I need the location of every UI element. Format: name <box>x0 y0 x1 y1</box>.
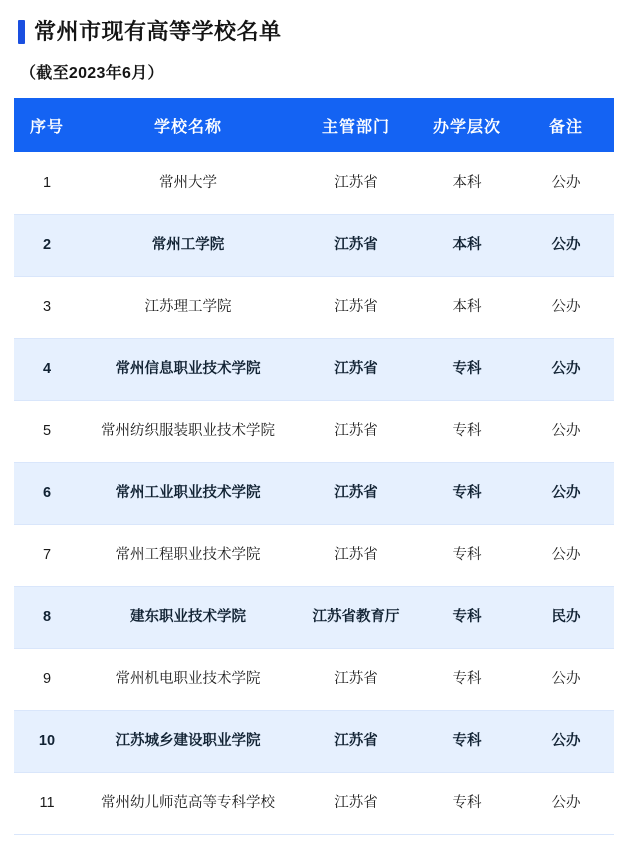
page-subtitle: （截至2023年6月） <box>20 65 164 82</box>
table-row <box>14 338 614 400</box>
cell-remark: 公办 <box>518 276 614 338</box>
cell-level: 专科 <box>416 338 518 400</box>
cell-level: 专科 <box>416 524 518 586</box>
cell-level: 专科 <box>416 772 518 834</box>
cell-authority: 江苏省教育厅 <box>296 586 416 648</box>
table-row <box>14 648 614 710</box>
cell-school-name: 常州纺织服装职业技术学院 <box>80 400 296 462</box>
cell-remark: 公办 <box>518 152 614 214</box>
cell-index: 10 <box>14 710 80 772</box>
column-header-school: 学校名称 <box>80 98 296 152</box>
cell-index: 11 <box>14 772 80 834</box>
cell-school-name: 江苏理工学院 <box>80 276 296 338</box>
cell-authority: 江苏省 <box>296 772 416 834</box>
cell-index: 6 <box>14 462 80 524</box>
cell-authority: 江苏省 <box>296 462 416 524</box>
cell-remark: 公办 <box>518 772 614 834</box>
table-header-row <box>14 98 614 152</box>
page-title-row <box>14 14 614 44</box>
cell-level: 本科 <box>416 276 518 338</box>
cell-remark: 公办 <box>518 462 614 524</box>
title-accent-bar <box>18 20 25 44</box>
cell-school-name: 常州工程职业技术学院 <box>80 524 296 586</box>
cell-school-name: 常州工业职业技术学院 <box>80 462 296 524</box>
cell-level: 专科 <box>416 710 518 772</box>
table-row <box>14 462 614 524</box>
table-header <box>14 98 614 152</box>
column-header-remark: 备注 <box>518 98 614 152</box>
table-row <box>14 400 614 462</box>
table-row <box>14 586 614 648</box>
cell-authority: 江苏省 <box>296 710 416 772</box>
cell-level: 专科 <box>416 400 518 462</box>
table-row <box>14 710 614 772</box>
cell-level: 专科 <box>416 586 518 648</box>
cell-level: 专科 <box>416 648 518 710</box>
table-body <box>14 152 614 834</box>
cell-remark: 民办 <box>518 586 614 648</box>
cell-school-name: 常州工学院 <box>80 214 296 276</box>
cell-level: 本科 <box>416 152 518 214</box>
column-header-authority: 主管部门 <box>296 98 416 152</box>
cell-index: 7 <box>14 524 80 586</box>
cell-level: 本科 <box>416 214 518 276</box>
table-row <box>14 214 614 276</box>
cell-remark: 公办 <box>518 214 614 276</box>
cell-remark: 公办 <box>518 338 614 400</box>
cell-remark: 公办 <box>518 400 614 462</box>
column-header-index: 序号 <box>14 98 80 152</box>
schools-table <box>14 98 614 835</box>
cell-level: 专科 <box>416 462 518 524</box>
cell-index: 1 <box>14 152 80 214</box>
cell-school-name: 江苏城乡建设职业学院 <box>80 710 296 772</box>
column-header-level: 办学层次 <box>416 98 518 152</box>
cell-index: 2 <box>14 214 80 276</box>
cell-authority: 江苏省 <box>296 214 416 276</box>
cell-authority: 江苏省 <box>296 400 416 462</box>
cell-school-name: 常州机电职业技术学院 <box>80 648 296 710</box>
page-title: 常州市现有高等学校名单 <box>34 19 282 44</box>
table-row <box>14 524 614 586</box>
cell-authority: 江苏省 <box>296 524 416 586</box>
cell-authority: 江苏省 <box>296 152 416 214</box>
cell-school-name: 常州大学 <box>80 152 296 214</box>
cell-school-name: 常州信息职业技术学院 <box>80 338 296 400</box>
cell-remark: 公办 <box>518 648 614 710</box>
table-row <box>14 152 614 214</box>
cell-school-name: 建东职业技术学院 <box>80 586 296 648</box>
cell-index: 3 <box>14 276 80 338</box>
cell-index: 5 <box>14 400 80 462</box>
table-row <box>14 772 614 834</box>
cell-remark: 公办 <box>518 710 614 772</box>
schools-table-wrapper <box>14 98 614 835</box>
cell-school-name: 常州幼儿师范高等专科学校 <box>80 772 296 834</box>
table-row <box>14 276 614 338</box>
cell-index: 4 <box>14 338 80 400</box>
cell-index: 9 <box>14 648 80 710</box>
cell-authority: 江苏省 <box>296 338 416 400</box>
cell-authority: 江苏省 <box>296 276 416 338</box>
cell-index: 8 <box>14 586 80 648</box>
cell-authority: 江苏省 <box>296 648 416 710</box>
cell-remark: 公办 <box>518 524 614 586</box>
